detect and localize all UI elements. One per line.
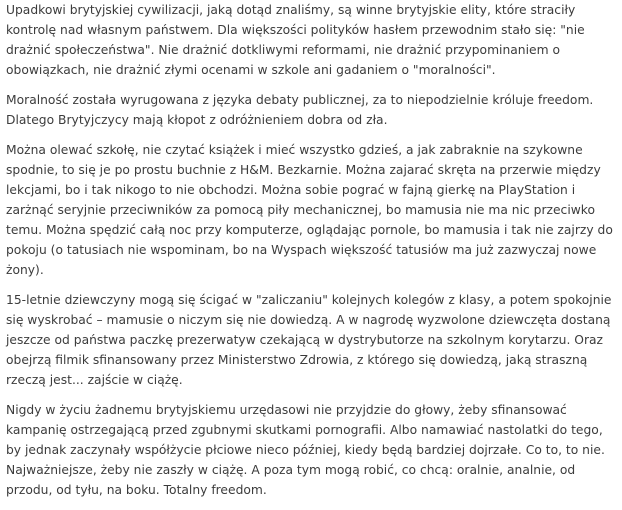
paragraph-2: Moralność została wyrugowana z języka debaty publicznej, za to niepodzielnie króluje freedom. Dlatego Brytyjczycy mają kłopot z odróżnieniem dobra od zła. — [6, 93, 594, 127]
paragraph-3: Można olewać szkołę, nie czytać książek i mieć wszystko gdzieś, a jak zabraknie na szykowne spodnie, to się je po prostu buchnie z H&M. Bezkarnie. Można zajarać skręta na przerwie między lekcjami, bo i tak nikogo to nie obchodzi. Można sobie pograć w fajną gierkę na PlayStation i zarżnąć seryjnie przeciwników za pomocą piły mechanicznej, bo mamusia nie ma nic przeciwko temu. Można spędzić całą noc przy komputerze, oglądając pornole, bo mamusia i tak nie zajrzy do pokoju (o tatusiach nie wspominam, bo na Wyspach większość tatusiów ma już zazwyczaj nowe żony). — [6, 143, 613, 277]
article-body — [6, 0, 618, 510]
paragraph-4: 15-letnie dziewczyny mogą się ścigać w "zaliczaniu" kolejnych kolegów z klasy, a potem spokojnie się wyskrobać – mamusie o niczym się nie dowiedzą. A w nagrodę wyzwolone dziewczęta dostaną jeszcze od państwa paczkę prezerwatyw czekającą w dystrybutorze na szkolnym korytarzu. Oraz obejrzą filmik sfinansowany przez Ministerstwo Zdrowia, z którego się dowiedzą, jaką straszną rzeczą jest... zajście w ciążę. — [6, 293, 612, 387]
paragraph-1: Upadkowi brytyjskiej cywilizacji, jaką dotąd znaliśmy, są winne brytyjskie elity, które straciły kontrolę nad własnym państwem. Dla większości polityków hasłem przewodnim stało się: "nie drażnić społeczeństwa". Nie drażnić dotkliwymi reformami, nie drażnić przypominaniem o obowiązkach, nie drażnić złymi ocenami w szkole ani gadaniem o "moralności". — [6, 3, 585, 77]
paragraph-5: Nigdy w życiu żadnemu brytyjskiemu urzędasowi nie przyjdzie do głowy, żeby sfinansować kampanię ostrzegającą przed zgubnymi skutkami pornografii. Albo namawiać nastolatki do tego, by jednak zaczynały współżycie płciowe nieco później, kiedy będą bardziej dojrzałe. Co to, to nie. Najważniejsze, żeby nie zaszły w ciążę. A poza tym mogą robić, co chcą: oralnie, analnie, od przodu, od tyłu, na boku. Totalny freedom. — [6, 403, 605, 497]
